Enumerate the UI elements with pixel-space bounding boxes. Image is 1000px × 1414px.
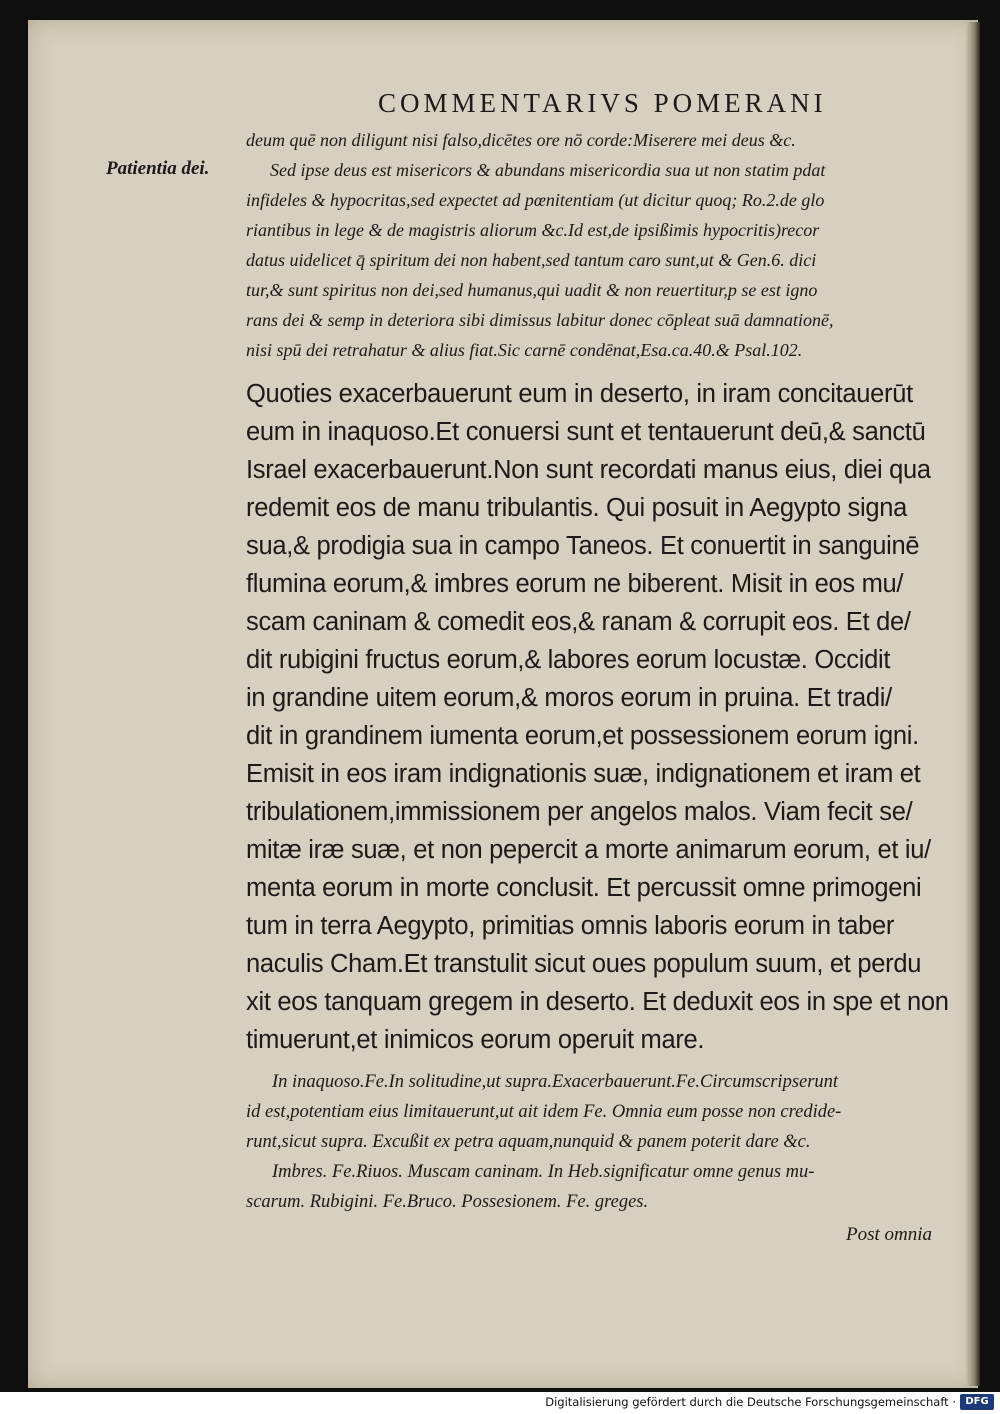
commentary-line: Imbres. Fe.Riuos. Muscam caninam. In Heb.significatur omne genus mu-	[272, 1162, 815, 1182]
commentary-line: datus uidelicet q̄ spiritum dei non habent,sed tantum caro sunt,ut & Gen.6. dici	[246, 250, 817, 270]
main-text-line: in grandine uitem eorum,& moros eorum in pruina. Et tradi/	[246, 684, 892, 712]
funding-credit: Digitalisierung gefördert durch die Deutsche Forschungsgemeinschaft ·	[545, 1395, 956, 1409]
running-title: COMMENTARIVS POMERANI	[378, 88, 827, 118]
commentary-line: riantibus in lege & de magistris aliorum &c.Id est,de ipsißimis hypocritis)recor	[246, 220, 820, 240]
footer-bar	[0, 1392, 1000, 1414]
commentary-line: In inaquoso.Fe.In solitudine,ut supra.Exacerbauerunt.Fe.Circumscripserunt	[272, 1072, 839, 1092]
commentary-line: deum quē non diligunt nisi falso,dicētes ore nō corde:Miserere mei deus &c.	[246, 130, 796, 150]
commentary-line: scarum. Rubigini. Fe.Bruco. Possesionem. Fe. greges.	[246, 1192, 649, 1212]
commentary-line: infideles & hypocritas,sed expectet ad pœnitentiam (ut dicitur quoq; Ro.2.de glo	[246, 190, 825, 210]
main-text-line: Emisit in eos iram indignationis suæ, indignationem et iram et	[246, 760, 921, 788]
commentary-line: tur,& sunt spiritus non dei,sed humanus,qui uadit & non reuertitur,p se est igno	[246, 280, 818, 300]
main-text-line: eum in inaquoso.Et conuersi sunt et tentauerunt deū,& sanctū	[246, 418, 926, 446]
main-text-line: tribulationem,immissionem per angelos malos. Viam fecit se/	[246, 798, 913, 826]
main-text-line: Israel exacerbauerunt.Non sunt recordati manus eius, diei qua	[246, 456, 931, 484]
main-text-line: tum in terra Aegypto, primitias omnis laboris eorum in taber	[246, 912, 895, 940]
main-text-line: xit eos tanquam gregem in deserto. Et deduxit eos in spe et non	[246, 988, 949, 1016]
page-spine-edge	[966, 22, 980, 1386]
main-text-line: scam caninam & comedit eos,& ranam & corrupit eos. Et de/	[246, 608, 911, 636]
main-text-line: dit rubigini fructus eorum,& labores eorum locustæ. Occidit	[246, 646, 891, 674]
main-text-line: redemit eos de manu tribulantis. Qui posuit in Aegypto signa	[246, 494, 907, 522]
commentary-line: rans dei & semp in deteriora sibi dimissus labitur donec cōpleat suā damnationē,	[246, 310, 834, 330]
commentary-line: runt,sicut supra. Excußit ex petra aquam,nunquid & panem poterit dare &c.	[246, 1132, 811, 1152]
catchword: Post omnia	[846, 1224, 933, 1245]
main-text-line: dit in grandinem iumenta eorum,et possessionem eorum igni.	[246, 722, 919, 750]
dfg-logo: DFG	[960, 1394, 994, 1410]
main-text-line: naculis Cham.Et transtulit sicut oues populum suum, et perdu	[246, 950, 922, 978]
commentary-line: Sed ipse deus est misericors & abundans misericordia sua ut non statim pdat	[270, 160, 826, 180]
commentary-line: id est,potentiam eius limitauerunt,ut ait idem Fe. Omnia eum posse non credide-	[246, 1102, 842, 1122]
main-text-line: mitæ iræ suæ, et non pepercit a morte animarum eorum, et iu/	[246, 836, 931, 864]
main-text-line: sua,& prodigia sua in campo Taneos. Et conuertit in sanguinē	[246, 532, 920, 560]
commentary-line: nisi spū dei retrahatur & alius fiat.Sic carnē condēnat,Esa.ca.40.& Psal.102.	[246, 340, 803, 360]
margin-note: Patientia dei.	[106, 158, 210, 179]
main-text-line: timuerunt,et inimicos eorum operuit mare.	[246, 1026, 705, 1054]
main-text-line: menta eorum in morte conclusit. Et percussit omne primogeni	[246, 874, 922, 902]
main-text-line: Quoties exacerbauerunt eum in deserto, in iram concitauerūt	[246, 380, 913, 408]
main-text-line: flumina eorum,& imbres eorum ne biberent. Misit in eos mu/	[246, 570, 904, 598]
